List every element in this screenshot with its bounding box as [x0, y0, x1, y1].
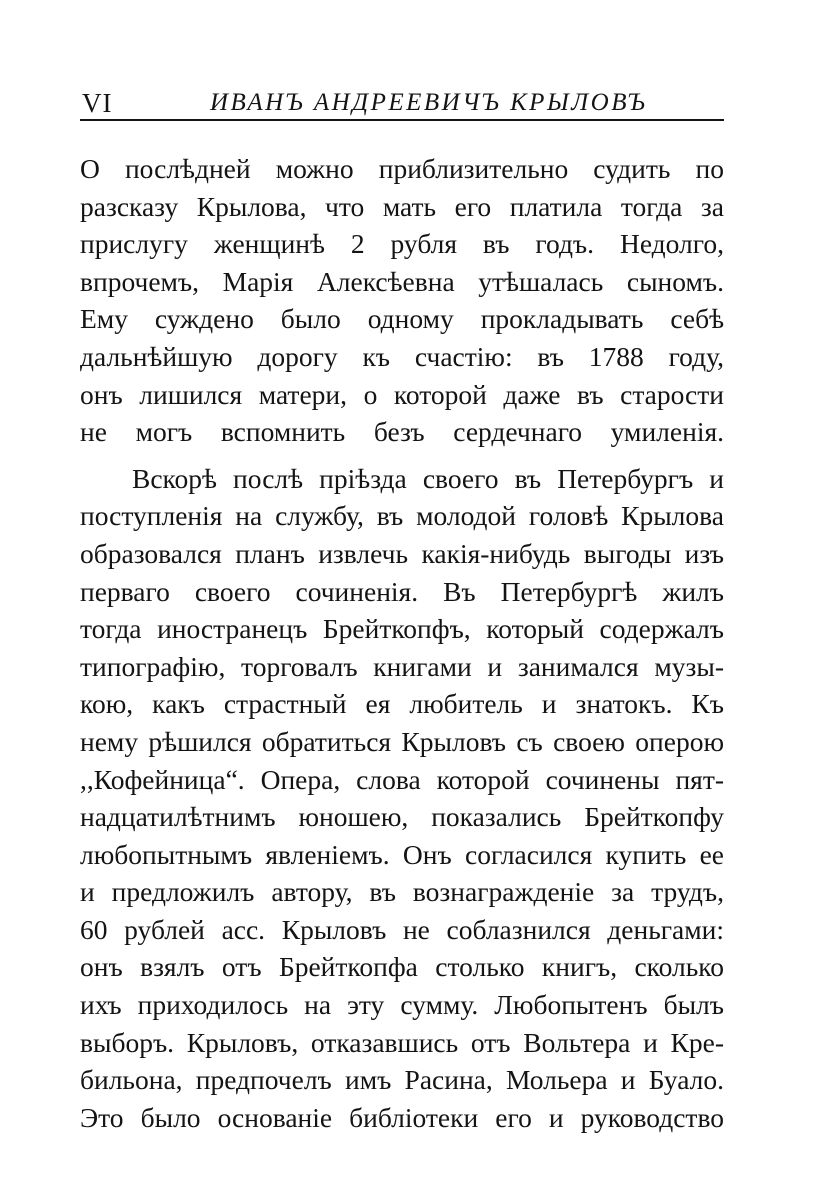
- text-line: образовался планъ извлечь какія-нибудь выгоды изъ: [80, 537, 724, 569]
- text-line: Ему суждено было одному прокладывать себѣ: [80, 303, 724, 335]
- header-rule: [80, 119, 724, 121]
- text-line: выборъ. Крыловъ, отказавшись отъ Вольтера и Кре-: [80, 1026, 724, 1058]
- text-line: 60 рублей асс. Крыловъ не соблазнился деньгами:: [80, 913, 724, 945]
- text-line: поступленія на службу, въ молодой головѣ Крылова: [80, 500, 724, 532]
- text-line: прислугу женщинѣ 2 рубля въ годъ. Недолго,: [80, 228, 724, 260]
- text-line: разсказу Крылова, что мать его платила тогда за: [80, 190, 724, 222]
- text-line: дальнѣйшую дорогу къ счастію: въ 1788 году,: [80, 340, 724, 372]
- text-line: ,,Кофейница“. Опера, слова которой сочинены пят-: [80, 763, 724, 795]
- text-line: онъ лишился матери, о которой даже въ старости: [80, 378, 724, 410]
- text-line: бильона, предпочелъ имъ Расина, Мольера и Буало.: [80, 1064, 724, 1096]
- text-line: О послѣдней можно приблизительно судить по: [80, 153, 724, 184]
- text-line: нему рѣшился обратиться Крыловъ съ своею оперою: [80, 725, 724, 757]
- text-line: типографію, торговалъ книгами и занимался музы-: [80, 650, 724, 682]
- text-line: не могъ вспомнить безъ сердечнаго умиленія.: [80, 416, 724, 448]
- running-title: ИВАНЪ АНДРЕЕВИЧЪ КРЫЛОВЪ: [210, 89, 648, 116]
- text-line: Это было основаніе библіотеки его и руководство: [80, 1101, 724, 1133]
- page-number: VI: [82, 88, 113, 118]
- text-line: и предложилъ автору, въ вознагражденіе за трудъ,: [80, 876, 724, 908]
- text-line: любопытнымъ явленіемъ. Онъ согласился купить ее: [80, 838, 724, 870]
- text-line: перваго своего сочиненія. Въ Петербургѣ жилъ: [80, 575, 724, 607]
- text-line: Вскорѣ послѣ пріѣзда своего въ Петербургъ и: [132, 462, 724, 494]
- text-line: ихъ приходилось на эту сумму. Любопытенъ былъ: [80, 989, 724, 1021]
- paragraph-gap: [80, 451, 724, 460]
- text-line: тогда иностранецъ Брейткопфъ, который содержалъ: [80, 613, 724, 645]
- text-line: онъ взялъ отъ Брейткопфа столько книгъ, сколько: [80, 951, 724, 983]
- text-line: кою, какъ страстный ея любитель и знатокъ. Къ: [80, 688, 724, 720]
- text-line: впрочемъ, Марія Алексѣевна утѣшалась сыномъ.: [80, 265, 724, 297]
- paragraph-1: [80, 150, 724, 451]
- running-head: [80, 80, 724, 120]
- body-text: [80, 150, 724, 1136]
- text-line: надцатилѣтнимъ юношею, показались Брейткопфу: [80, 801, 724, 833]
- book-page: [80, 80, 724, 1136]
- paragraph-2: [80, 460, 724, 1137]
